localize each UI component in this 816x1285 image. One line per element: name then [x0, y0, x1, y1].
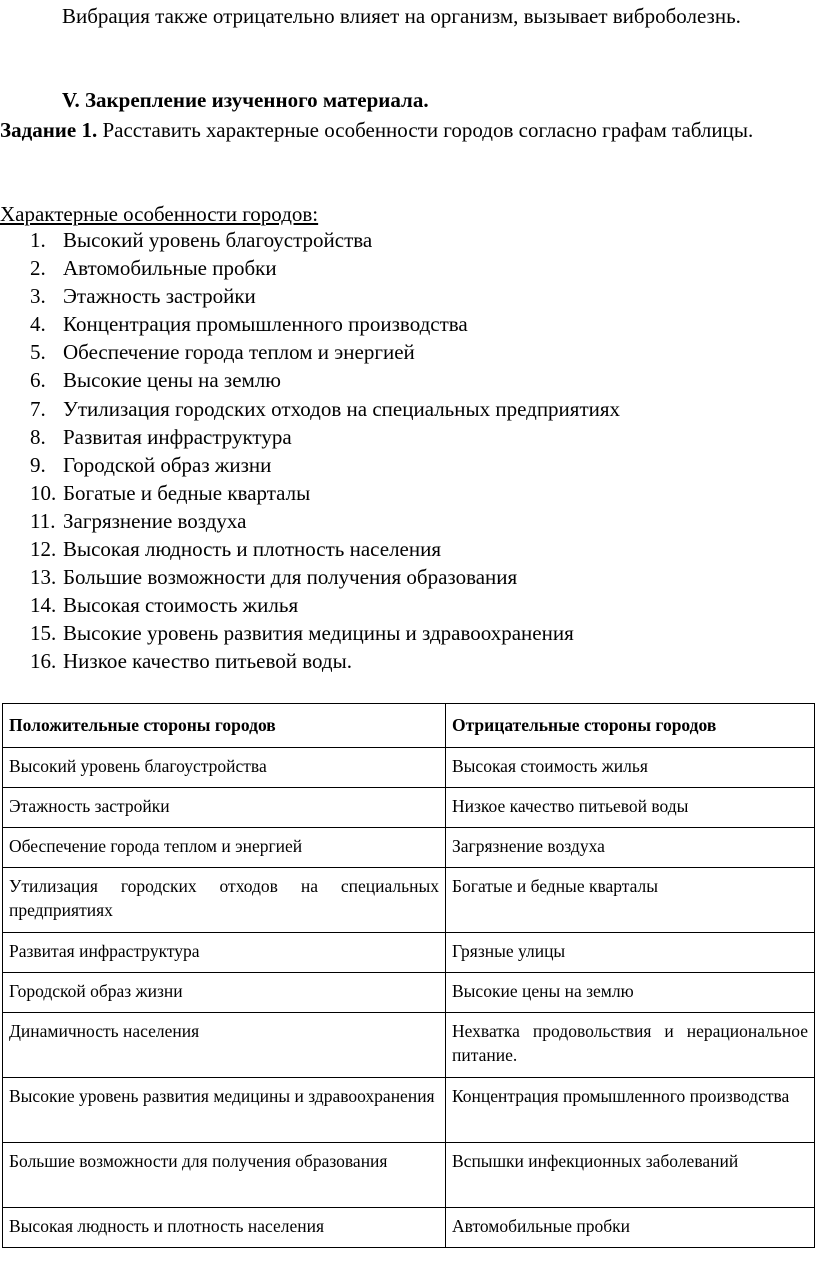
list-item-number: 13. — [30, 565, 57, 590]
task-text: Расставить характерные особенности городов согласно графам таблицы. — [97, 118, 754, 142]
cell-negative: Загрязнение воздуха — [446, 828, 815, 868]
cell-negative: Высокие цены на землю — [446, 973, 815, 1013]
table-row — [3, 973, 815, 1013]
cell-positive: Динамичность населения — [3, 1013, 446, 1078]
intro-text: Вибрация также отрицательно влияет на организм, вызывает виброболезнь. — [62, 4, 741, 28]
task-label: Задание 1. — [0, 118, 98, 142]
list-item-number: 8. — [30, 424, 46, 449]
cell-positive: Высокие уровень развития медицины и здравоохранения — [3, 1078, 446, 1143]
list-item-text: Низкое качество питьевой воды. — [63, 649, 352, 674]
list-item-text: Концентрация промышленного производства — [63, 312, 468, 337]
table-row — [3, 868, 815, 933]
list-item-text: Богатые и бедные кварталы — [63, 480, 311, 505]
cell-negative: Вспышки инфекционных заболеваний — [446, 1143, 815, 1208]
list-item-text: Загрязнение воздуха — [63, 508, 247, 533]
cell-negative: Нехватка продовольствия и нерациональное питание. — [446, 1013, 815, 1078]
list-item-text: Утилизация городских отходов на специальных предприятиях — [63, 396, 621, 421]
list-item-text: Большие возможности для получения образования — [63, 565, 518, 590]
cell-negative: Высокая стоимость жилья — [446, 748, 815, 788]
list-item-text: Развитая инфраструктура — [63, 424, 292, 449]
table-row — [3, 1143, 815, 1208]
cell-positive: Утилизация городских отходов на специальных предприятиях — [3, 868, 446, 933]
header-positive: Положительные стороны городов — [3, 704, 446, 748]
list-item-number: 10. — [30, 480, 57, 505]
cell-negative: Грязные улицы — [446, 933, 815, 973]
cell-positive: Городской образ жизни — [3, 973, 446, 1013]
header-negative: Отрицательные стороны городов — [446, 704, 815, 748]
list-item-text: Высокая стоимость жилья — [63, 593, 299, 618]
list-item-number: 4. — [30, 312, 46, 337]
table-row — [3, 1078, 815, 1143]
table-row — [3, 748, 815, 788]
table-row — [3, 788, 815, 828]
list-item-number: 7. — [30, 396, 46, 421]
cell-negative: Концентрация промышленного производства — [446, 1078, 815, 1143]
list-item-number: 5. — [30, 340, 46, 365]
list-item-number: 11. — [30, 508, 56, 533]
list-item-number: 1. — [30, 228, 46, 252]
list-item-number: 2. — [30, 256, 46, 281]
table-row — [3, 1013, 815, 1078]
table-row — [3, 933, 815, 973]
list-item-text: Городской образ жизни — [63, 452, 272, 477]
cell-positive: Этажность застройки — [3, 788, 446, 828]
list-item-number: 14. — [30, 593, 57, 618]
list-item-text: Высокие цены на землю — [63, 368, 281, 393]
list-item-number: 16. — [30, 649, 57, 674]
cell-negative: Низкое качество питьевой воды — [446, 788, 815, 828]
section-heading: V. Закрепление изученного материала. — [62, 88, 429, 112]
city-sides-table — [2, 703, 815, 1248]
list-item-number: 6. — [30, 368, 46, 393]
table-row — [3, 828, 815, 868]
cell-positive: Развитая инфраструктура — [3, 933, 446, 973]
list-item-text: Этажность застройки — [63, 284, 256, 309]
table-header-row — [3, 704, 815, 748]
cell-positive: Большие возможности для получения образования — [3, 1143, 446, 1208]
list-item-number: 3. — [30, 284, 46, 309]
list-item-number: 15. — [30, 621, 57, 646]
list-item-text: Обеспечение города теплом и энергией — [63, 340, 415, 365]
cell-positive: Обеспечение города теплом и энергией — [3, 828, 446, 868]
list-item-text: Автомобильные пробки — [63, 256, 277, 281]
cell-positive: Высокая людность и плотность населения — [3, 1208, 446, 1248]
table-row — [3, 1208, 815, 1248]
list-item-number: 12. — [30, 537, 57, 562]
list-item-text: Высокий уровень благоустройства — [63, 228, 373, 252]
cell-negative: Богатые и бедные кварталы — [446, 868, 815, 933]
task-paragraph — [0, 116, 816, 144]
list-item-number: 9. — [30, 452, 46, 477]
cell-positive: Высокий уровень благоустройства — [3, 748, 446, 788]
cell-negative: Автомобильные пробки — [446, 1208, 815, 1248]
intro-paragraph — [0, 2, 816, 30]
list-item-text: Высокие уровень развития медицины и здравоохранения — [63, 621, 574, 646]
features-heading: Характерные особенности городов: — [0, 202, 319, 226]
list-item-text: Высокая людность и плотность населения — [63, 537, 442, 562]
